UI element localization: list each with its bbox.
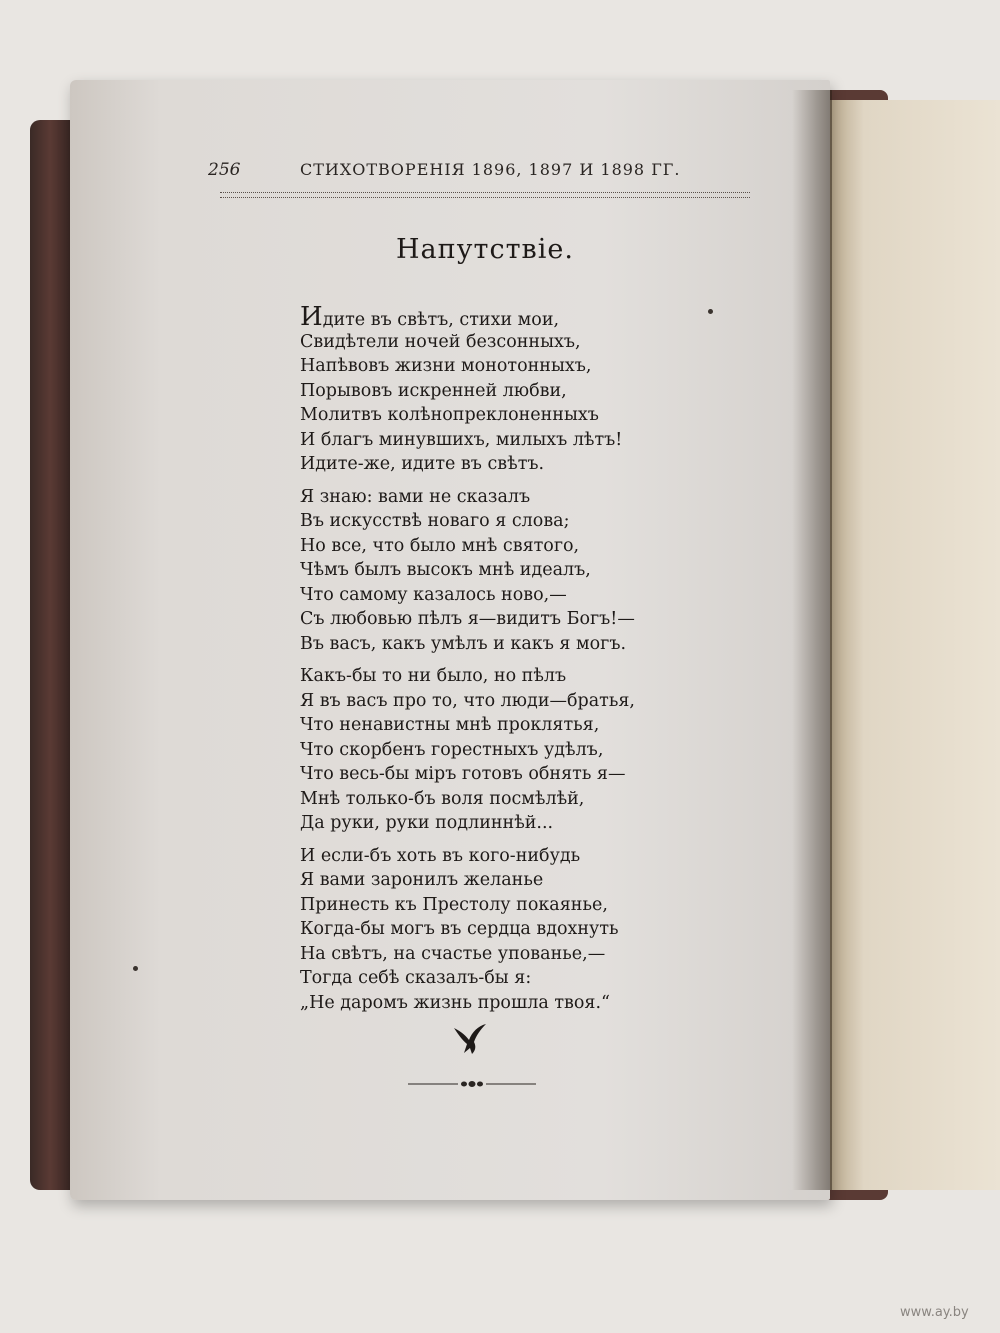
verse-line: Въ искусствѣ новаго я слова; (300, 511, 570, 531)
stanza (300, 302, 700, 477)
verse-line: Что самому казалось ново,— (300, 584, 567, 605)
verse-line: Напѣвовъ жизни монотонныхъ, (300, 356, 592, 376)
verse-line: Да руки, руки подлиннѣй... (300, 813, 554, 833)
verse-line: Что ненавистны мнѣ проклятья, (300, 715, 600, 735)
ink-speck (133, 966, 138, 971)
running-head: СТИХОТВОРЕНІЯ 1896, 1897 И 1898 ГГ. (300, 160, 681, 179)
ink-speck (708, 309, 713, 314)
poem-body (300, 302, 700, 1023)
verse-line: Принесть къ Престолу покаянье, (300, 894, 608, 915)
right-page (830, 100, 1000, 1190)
verse-line: Тогда себѣ сказалъ-бы я: (300, 968, 532, 988)
verse-line: Порывовъ искренней любви, (300, 380, 567, 401)
stanza (300, 485, 700, 657)
header-rule (220, 192, 750, 198)
ornament-rule-icon (408, 1078, 536, 1090)
verse-line: Но все, что было мнѣ святого, (300, 535, 580, 556)
stanza (300, 844, 700, 1016)
verse-line: И благъ минувшихъ, милыхъ лѣтъ! (300, 429, 623, 450)
page-number: 256 (208, 160, 241, 180)
swallow-icon (452, 1022, 488, 1056)
poem-title: Напутствіе. (396, 234, 574, 265)
verse-line: И если-бъ хоть въ кого-нибудь (300, 845, 581, 866)
verse-line: На свѣтъ, на счастье упованье,— (300, 943, 606, 964)
verse-line: Въ васъ, какъ умѣлъ и какъ я могъ. (300, 633, 627, 654)
verse-line: Я въ васъ про то, что люди—братья, (300, 690, 635, 711)
verse-line: Молитвъ колѣнопреклоненныхъ (300, 405, 599, 425)
verse-line: Идите въ свѣтъ, стихи мои, (300, 302, 560, 332)
verse-line: Когда-бы могъ въ сердца вдохнуть (300, 919, 619, 939)
page-gutter-shadow (792, 90, 832, 1190)
verse-line: Съ любовью пѣлъ я—видитъ Богъ!— (300, 609, 635, 629)
verse-line: Мнѣ только-бъ воля посмѣлѣй, (300, 788, 585, 809)
verse-line: Я знаю: вами не сказалъ (300, 486, 531, 507)
verse-line: Какъ-бы то ни было, но пѣлъ (300, 666, 567, 686)
verse-line: Что весь-бы міръ готовъ обнять я— (300, 764, 626, 784)
watermark: www.ay.by (900, 1305, 969, 1320)
verse-line: Я вами заронилъ желанье (300, 870, 544, 890)
verse-line: „Не даромъ жизнь прошла твоя.“ (300, 992, 610, 1013)
verse-line: Идите-же, идите въ свѣтъ. (300, 454, 545, 474)
verse-line: Чѣмъ былъ высокъ мнѣ идеалъ, (300, 560, 591, 580)
verse-line: Что скорбенъ горестныхъ удѣлъ, (300, 739, 604, 760)
verse-line: Свидѣтели ночей безсонныхъ, (300, 331, 581, 352)
stanza (300, 664, 700, 836)
